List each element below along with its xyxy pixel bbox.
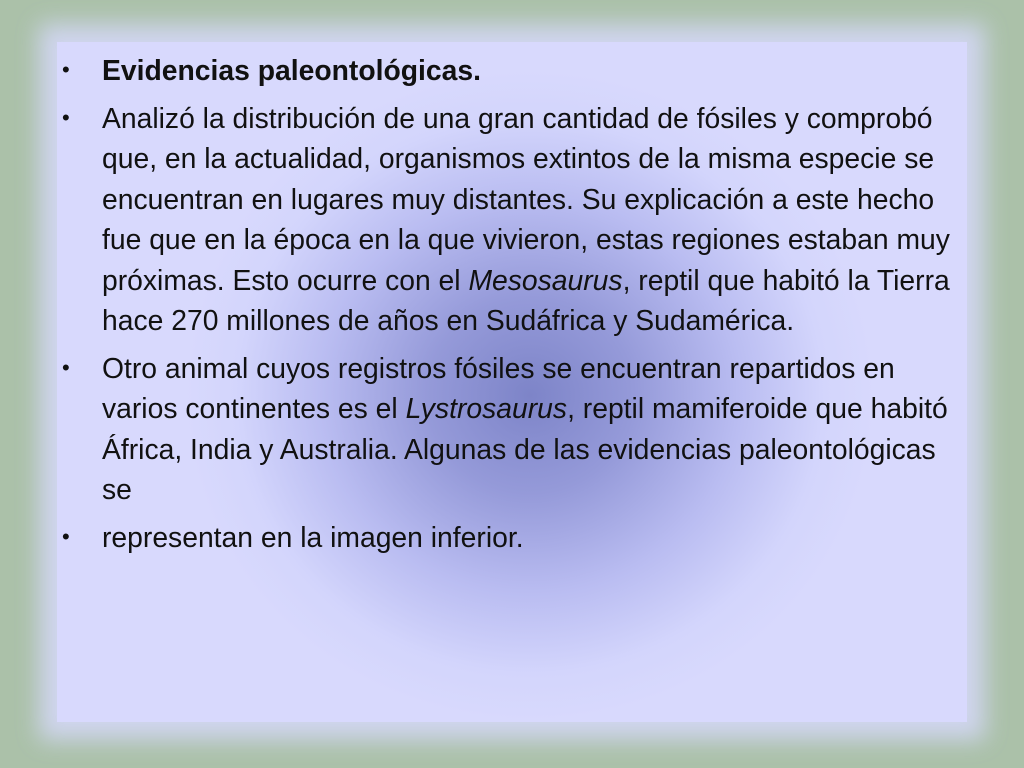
bullet-icon: • (62, 523, 70, 549)
bullet-icon: • (62, 354, 70, 380)
paragraph-text: Analizó la distribución de una gran cantidad de fósiles y comprobó que, en la actualidad, organismos extintos de la misma especie se encuentran en lugares muy distantes. Su explicación a este hecho fue que en la época en la que vivieron, estas regiones estaban muy próximas. Esto ocurre con el (102, 101, 950, 296)
bullet-item-heading (62, 50, 962, 91)
bullet-icon: • (62, 57, 70, 82)
species-name: Mesosaurus (468, 263, 623, 296)
bullet-item-lystrosaurus (62, 348, 962, 510)
bullet-list (62, 50, 962, 564)
section-heading: Evidencias paleontológicas. (102, 54, 481, 86)
species-name: Lystrosaurus (405, 392, 568, 424)
paragraph-text: Otro animal cuyos registros fósiles se encuentran repartidos en varios continentes es el (102, 351, 895, 424)
paragraph-text: , reptil mamiferoide que habitó África, India y Australia. Algunas de las evidencias paleontológicas se (102, 392, 948, 505)
bullet-icon: • (62, 104, 70, 130)
bullet-item-image-reference (62, 517, 962, 558)
paragraph-text: , reptil que habitó la Tierra hace 270 millones de años en Sudáfrica y Sudamérica. (102, 263, 950, 336)
bullet-item-mesosaurus (62, 98, 962, 341)
paragraph-text: representan en la imagen inferior. (102, 520, 524, 553)
